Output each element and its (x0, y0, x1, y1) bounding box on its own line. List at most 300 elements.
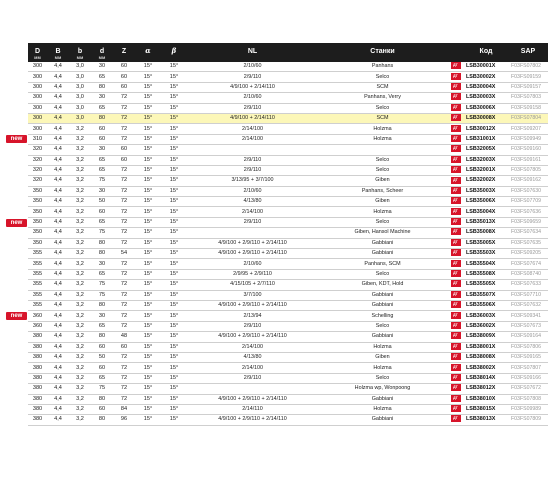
cell-nl: 2/14/100 (187, 342, 318, 352)
cell-code: LSB35505X (464, 280, 508, 290)
cell-sap: F03FS07630 (508, 186, 548, 196)
product-tag-icon: ДТ (451, 415, 461, 422)
cell-b: 3,2 (69, 300, 91, 310)
cell-D: 300 (28, 124, 47, 134)
table-row (28, 280, 548, 290)
table-row (28, 394, 548, 404)
cell-nl: 3/13/95 + 3/7/100 (187, 176, 318, 186)
cell-D: 360 (28, 321, 47, 331)
cell-alpha: 15° (135, 332, 161, 342)
cell-nl: 2/9/110 (187, 321, 318, 331)
cell-beta: 15° (161, 300, 187, 310)
cell-Z: 72 (113, 352, 135, 362)
cell-D: 350 (28, 207, 47, 217)
cell-code: LSB38015X (464, 404, 508, 414)
cell-machines: Holzma (318, 363, 447, 373)
cell-B: 4,4 (47, 404, 69, 414)
cell-machines: Selco (318, 321, 447, 331)
table-row (28, 134, 548, 144)
cell-beta: 15° (161, 311, 187, 321)
table-row (28, 373, 548, 383)
cell-code: LSB32005X (464, 145, 508, 155)
cell-B: 4,4 (47, 249, 69, 259)
cell-B: 4,4 (47, 72, 69, 82)
cell-Z: 72 (113, 113, 135, 123)
cell-Z: 72 (113, 186, 135, 196)
cell-nl: 2/9/95 + 2/9/110 (187, 269, 318, 279)
cell-sap: F03FS07710 (508, 290, 548, 300)
cell-alpha: 15° (135, 155, 161, 165)
header-sap: SAP (508, 43, 548, 55)
cell-alpha: 15° (135, 363, 161, 373)
cell-alpha: 15° (135, 321, 161, 331)
product-tag-icon: ДТ (451, 332, 461, 339)
tag-cell (447, 311, 464, 321)
cell-code: LSB31001X (464, 134, 508, 144)
tag-cell (447, 342, 464, 352)
cell-D: 300 (28, 82, 47, 92)
cell-code: LSB30004X (464, 82, 508, 92)
table-row (28, 259, 548, 269)
cell-D: 350 (28, 186, 47, 196)
table-row (28, 217, 548, 227)
cell-alpha: 15° (135, 311, 161, 321)
tag-cell (447, 197, 464, 207)
tag-cell (447, 93, 464, 103)
cell-alpha: 15° (135, 217, 161, 227)
cell-beta: 15° (161, 124, 187, 134)
cell-sap: F03FS09161 (508, 155, 548, 165)
cell-d: 75 (91, 228, 113, 238)
cell-Z: 60 (113, 155, 135, 165)
cell-sap: F03FS09949 (508, 134, 548, 144)
cell-b: 3,2 (69, 134, 91, 144)
tag-cell (447, 394, 464, 404)
cell-Z: 84 (113, 404, 135, 414)
cell-sap: F03FS09158 (508, 103, 548, 113)
cell-machines: SCM (318, 113, 447, 123)
cell-D: 300 (28, 62, 47, 72)
cell-code: LSB30012X (464, 124, 508, 134)
cell-Z: 72 (113, 300, 135, 310)
cell-B: 4,4 (47, 373, 69, 383)
cell-b: 3,2 (69, 176, 91, 186)
table-row (28, 62, 548, 72)
cell-code: LSB30008X (464, 113, 508, 123)
cell-D: 320 (28, 165, 47, 175)
cell-D: 355 (28, 300, 47, 310)
cell-code: LSB38008X (464, 352, 508, 362)
cell-B: 4,4 (47, 384, 69, 394)
cell-sap: F03FS07634 (508, 228, 548, 238)
cell-B: 4,4 (47, 217, 69, 227)
cell-code: LSB38014X (464, 373, 508, 383)
cell-b: 3,2 (69, 228, 91, 238)
cell-D: 320 (28, 176, 47, 186)
cell-B: 4,4 (47, 415, 69, 425)
cell-machines: Gabbiani (318, 332, 447, 342)
product-tag-icon: ДТ (451, 405, 461, 412)
cell-beta: 15° (161, 363, 187, 373)
table-row (28, 269, 548, 279)
cell-sap: F03FS07673 (508, 321, 548, 331)
cell-b: 3,2 (69, 217, 91, 227)
product-tag-icon: ДТ (451, 343, 461, 350)
cell-sap: F03FS09157 (508, 82, 548, 92)
tag-cell (447, 384, 464, 394)
cell-beta: 15° (161, 228, 187, 238)
table-row (28, 249, 548, 259)
cell-beta: 15° (161, 217, 187, 227)
cell-D: 310 (28, 134, 47, 144)
cell-b: 3,2 (69, 352, 91, 362)
cell-sap: F03FS09164 (508, 332, 548, 342)
cell-b: 3,2 (69, 415, 91, 425)
cell-machines: Giben (318, 176, 447, 186)
cell-alpha: 15° (135, 373, 161, 383)
cell-b: 3,2 (69, 186, 91, 196)
cell-d: 65 (91, 103, 113, 113)
cell-B: 4,4 (47, 62, 69, 72)
cell-nl: 2/14/100 (187, 134, 318, 144)
cell-sap: F03FS09162 (508, 176, 548, 186)
cell-Z: 60 (113, 145, 135, 155)
cell-d: 75 (91, 290, 113, 300)
cell-code: LSB35508X (464, 269, 508, 279)
cell-b: 3,0 (69, 72, 91, 82)
header-beta: β (161, 43, 187, 55)
unit-b: мм (69, 55, 91, 62)
cell-code: LSB35503X (464, 249, 508, 259)
tag-cell (447, 332, 464, 342)
cell-Z: 72 (113, 259, 135, 269)
cell-nl: 2/9/110 (187, 103, 318, 113)
cell-nl: 4/9/100 + 2/14/110 (187, 113, 318, 123)
tag-cell (447, 72, 464, 82)
cell-sap: F03FS09159 (508, 72, 548, 82)
cell-Z: 60 (113, 82, 135, 92)
table-row (28, 82, 548, 92)
cell-beta: 15° (161, 290, 187, 300)
tag-cell (447, 300, 464, 310)
cell-Z: 72 (113, 321, 135, 331)
cell-b: 3,0 (69, 93, 91, 103)
cell-alpha: 15° (135, 113, 161, 123)
cell-B: 4,4 (47, 176, 69, 186)
cell-machines: Gabbiani (318, 290, 447, 300)
product-tag-icon: ДТ (451, 114, 461, 121)
cell-alpha: 15° (135, 300, 161, 310)
header-B: B (47, 43, 69, 55)
cell-nl (187, 384, 318, 394)
cell-B: 4,4 (47, 280, 69, 290)
cell-Z: 72 (113, 373, 135, 383)
cell-d: 30 (91, 145, 113, 155)
cell-D: 300 (28, 113, 47, 123)
cell-code: LSB30006X (464, 103, 508, 113)
cell-Z: 72 (113, 207, 135, 217)
cell-sap: F03FS09205 (508, 249, 548, 259)
cell-nl: 2/10/60 (187, 186, 318, 196)
cell-code: LSB38013X (464, 415, 508, 425)
tag-cell (447, 113, 464, 123)
table-row (28, 342, 548, 352)
product-tag-icon: ДТ (451, 312, 461, 319)
cell-D: 380 (28, 415, 47, 425)
cell-beta: 15° (161, 82, 187, 92)
cell-beta: 15° (161, 352, 187, 362)
cell-nl: 4/9/100 + 2/9/110 + 2/14/110 (187, 394, 318, 404)
cell-code: LSB30003X (464, 93, 508, 103)
cell-nl: 4/9/100 + 2/9/110 + 2/14/110 (187, 332, 318, 342)
cell-sap: F03FS07636 (508, 207, 548, 217)
tag-cell (447, 145, 464, 155)
product-tag-icon: ДТ (451, 374, 461, 381)
table-row (28, 352, 548, 362)
tag-cell (447, 321, 464, 331)
cell-code: LSB35506X (464, 300, 508, 310)
cell-beta: 15° (161, 176, 187, 186)
cell-machines: Gabbiani (318, 300, 447, 310)
table-row (28, 145, 548, 155)
cell-Z: 72 (113, 363, 135, 373)
cell-D: 355 (28, 249, 47, 259)
cell-b: 3,2 (69, 373, 91, 383)
cell-b: 3,2 (69, 332, 91, 342)
cell-Z: 72 (113, 280, 135, 290)
cell-B: 4,4 (47, 311, 69, 321)
cell-b: 3,2 (69, 238, 91, 248)
cell-beta: 15° (161, 155, 187, 165)
cell-beta: 15° (161, 197, 187, 207)
tag-cell (447, 404, 464, 414)
cell-D: 380 (28, 404, 47, 414)
product-tag-icon: ДТ (451, 93, 461, 100)
cell-alpha: 15° (135, 82, 161, 92)
table-row (28, 186, 548, 196)
product-tag-icon: ДТ (451, 364, 461, 371)
cell-d: 65 (91, 321, 113, 331)
cell-nl: 4/13/80 (187, 197, 318, 207)
cell-alpha: 15° (135, 145, 161, 155)
product-table-wrapper (28, 43, 548, 426)
cell-sap: F03FS07809 (508, 415, 548, 425)
table-row (28, 363, 548, 373)
cell-B: 4,4 (47, 238, 69, 248)
cell-code: LSB30001X (464, 62, 508, 72)
cell-code: LSB35013X (464, 217, 508, 227)
cell-alpha: 15° (135, 342, 161, 352)
cell-D: 355 (28, 259, 47, 269)
cell-code: LSB35507X (464, 290, 508, 300)
cell-d: 50 (91, 352, 113, 362)
cell-nl: 2/10/60 (187, 62, 318, 72)
tag-cell (447, 238, 464, 248)
tag-cell (447, 124, 464, 134)
cell-Z: 72 (113, 384, 135, 394)
tag-cell (447, 415, 464, 425)
table-row (28, 124, 548, 134)
cell-Z: 72 (113, 228, 135, 238)
cell-sap: F03FS09160 (508, 145, 548, 155)
new-badge: new (6, 135, 27, 143)
cell-alpha: 15° (135, 394, 161, 404)
product-tag-icon: ДТ (451, 384, 461, 391)
header-NL: NL (187, 43, 318, 55)
cell-nl: 4/13/80 (187, 352, 318, 362)
product-tag-icon: ДТ (451, 228, 461, 235)
header-D: D (28, 43, 47, 55)
cell-machines: Holzma (318, 134, 447, 144)
cell-alpha: 15° (135, 415, 161, 425)
table-header (28, 43, 548, 62)
cell-d: 75 (91, 280, 113, 290)
cell-sap: F03FS07808 (508, 394, 548, 404)
cell-machines: Schelling (318, 311, 447, 321)
cell-Z: 72 (113, 124, 135, 134)
cell-sap: F03FS07632 (508, 300, 548, 310)
product-tag-icon: ДТ (451, 291, 461, 298)
cell-code: LSB35006X (464, 197, 508, 207)
cell-code: LSB36002X (464, 321, 508, 331)
cell-sap: F03FS07805 (508, 165, 548, 175)
cell-b: 3,0 (69, 82, 91, 92)
cell-d: 30 (91, 62, 113, 72)
cell-machines: Giben, KDT, Hold (318, 280, 447, 290)
cell-machines: Gabbiani (318, 394, 447, 404)
table-row (28, 311, 548, 321)
cell-nl (187, 228, 318, 238)
cell-d: 75 (91, 176, 113, 186)
cell-D: 320 (28, 155, 47, 165)
cell-B: 4,4 (47, 165, 69, 175)
product-tag-icon: ДТ (451, 260, 461, 267)
cell-machines: Holzma (318, 124, 447, 134)
cell-nl: 2/9/110 (187, 217, 318, 227)
cell-D: 350 (28, 217, 47, 227)
cell-beta: 15° (161, 384, 187, 394)
table-row (28, 155, 548, 165)
cell-b: 3,2 (69, 290, 91, 300)
cell-alpha: 15° (135, 259, 161, 269)
cell-B: 4,4 (47, 145, 69, 155)
cell-Z: 72 (113, 134, 135, 144)
cell-machines: Holzma wp, Wonpoong (318, 384, 447, 394)
cell-machines: Selco (318, 269, 447, 279)
cell-B: 4,4 (47, 207, 69, 217)
tag-cell (447, 82, 464, 92)
cell-Z: 72 (113, 103, 135, 113)
cell-code: LSB35005X (464, 238, 508, 248)
cell-machines: Panhans (318, 62, 447, 72)
cell-d: 80 (91, 113, 113, 123)
cell-alpha: 15° (135, 103, 161, 113)
table-row (28, 103, 548, 113)
cell-machines: Selco (318, 155, 447, 165)
cell-D: 320 (28, 145, 47, 155)
tag-cell (447, 259, 464, 269)
cell-b: 3,2 (69, 404, 91, 414)
cell-Z: 72 (113, 394, 135, 404)
cell-Z: 72 (113, 176, 135, 186)
cell-beta: 15° (161, 238, 187, 248)
cell-D: 300 (28, 103, 47, 113)
tag-cell (447, 249, 464, 259)
cell-b: 3,2 (69, 394, 91, 404)
cell-B: 4,4 (47, 103, 69, 113)
cell-sap: F03FS09207 (508, 124, 548, 134)
cell-Z: 54 (113, 249, 135, 259)
cell-B: 4,4 (47, 394, 69, 404)
cell-alpha: 15° (135, 165, 161, 175)
cell-d: 30 (91, 311, 113, 321)
cell-alpha: 15° (135, 404, 161, 414)
tag-cell (447, 280, 464, 290)
tag-cell (447, 103, 464, 113)
cell-d: 80 (91, 249, 113, 259)
cell-alpha: 15° (135, 269, 161, 279)
cell-D: 300 (28, 72, 47, 82)
table-row (28, 384, 548, 394)
product-tag-icon: ДТ (451, 145, 461, 152)
cell-beta: 15° (161, 113, 187, 123)
cell-machines: Selco (318, 217, 447, 227)
cell-b: 3,2 (69, 259, 91, 269)
cell-D: 380 (28, 342, 47, 352)
saw-blade-table (28, 43, 548, 426)
cell-B: 4,4 (47, 228, 69, 238)
header-alpha: α (135, 43, 161, 55)
header-Z: Z (113, 43, 135, 55)
unit-B: мм (47, 55, 69, 62)
new-badge: new (6, 312, 27, 320)
cell-B: 4,4 (47, 134, 69, 144)
cell-nl: 4/15/105 + 2/7/110 (187, 280, 318, 290)
cell-Z: 60 (113, 72, 135, 82)
cell-code: LSB30002X (464, 72, 508, 82)
cell-beta: 15° (161, 269, 187, 279)
tag-cell (447, 134, 464, 144)
product-tag-icon: ДТ (451, 125, 461, 132)
cell-d: 65 (91, 72, 113, 82)
cell-b: 3,0 (69, 103, 91, 113)
cell-beta: 15° (161, 259, 187, 269)
cell-code: LSB38012X (464, 384, 508, 394)
cell-nl (187, 145, 318, 155)
tag-cell (447, 186, 464, 196)
cell-beta: 15° (161, 62, 187, 72)
cell-Z: 72 (113, 290, 135, 300)
product-tag-icon: ДТ (451, 187, 461, 194)
cell-B: 4,4 (47, 186, 69, 196)
cell-nl: 2/10/60 (187, 259, 318, 269)
table-row (28, 321, 548, 331)
cell-nl: 4/9/100 + 2/9/110 + 2/14/110 (187, 300, 318, 310)
cell-sap: F03FS07709 (508, 197, 548, 207)
cell-Z: 48 (113, 332, 135, 342)
cell-D: 350 (28, 228, 47, 238)
cell-sap: F03FS09659 (508, 217, 548, 227)
tag-cell (447, 62, 464, 72)
new-badge: new (6, 219, 27, 227)
cell-b: 3,2 (69, 249, 91, 259)
table-row (28, 176, 548, 186)
table-row (28, 93, 548, 103)
cell-alpha: 15° (135, 384, 161, 394)
cell-nl: 2/14/100 (187, 363, 318, 373)
cell-sap: F03FS07803 (508, 93, 548, 103)
cell-b: 3,2 (69, 155, 91, 165)
